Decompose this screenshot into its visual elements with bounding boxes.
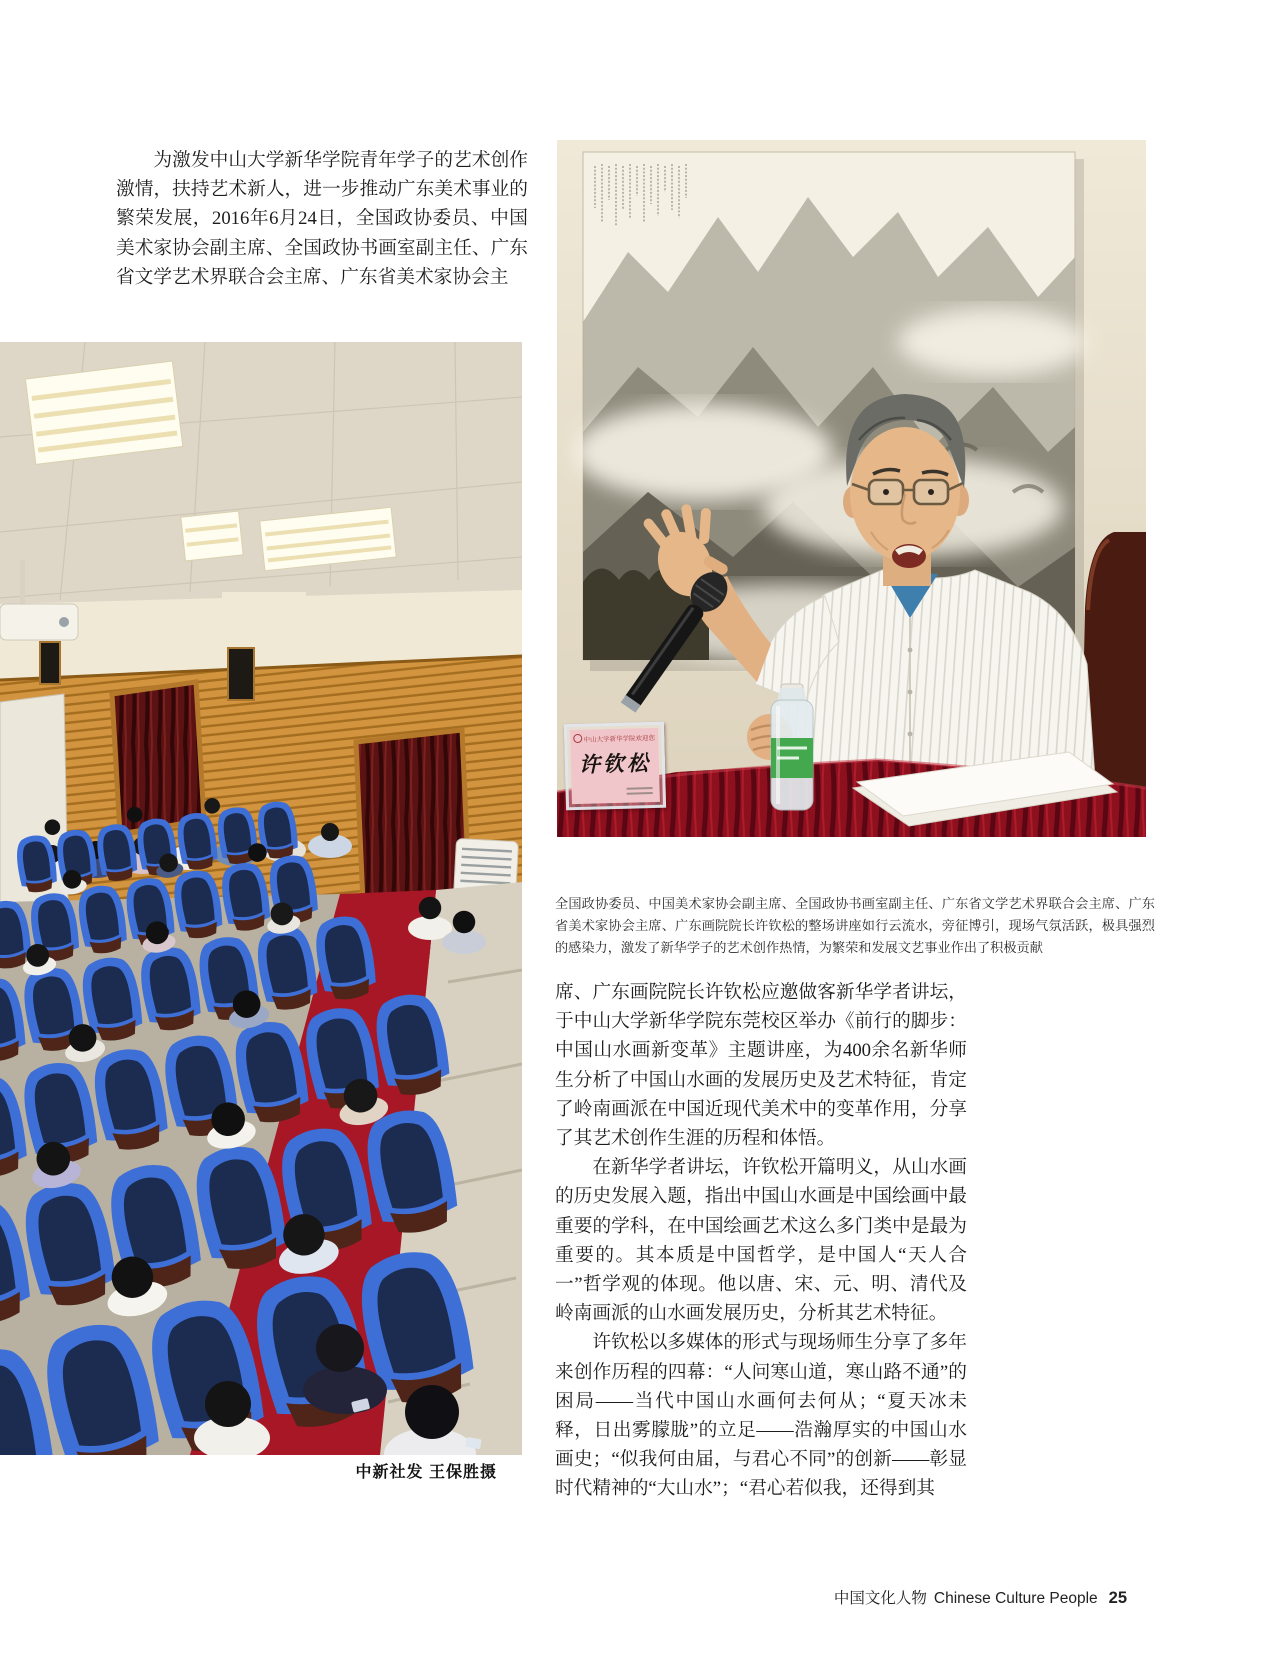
footer-brand-zh: 中国文化人物 xyxy=(833,1590,927,1607)
article-paragraph: 在新华学者讲坛，许钦松开篇明义，从山水画的历史发展入题，指出中国山水画是中国绘画中最重要的学科，在中国绘画艺术这么多门类中是最为重要的。其本质是中国哲学，是中国人“天人合一”哲学观的体现。他以唐、宋、元、明、清代及岭南画派的山水画发展历史，分析其艺术特征。 xyxy=(555,1157,967,1325)
wall-speaker-left xyxy=(40,642,60,684)
intro-block xyxy=(116,146,528,292)
curtain-left xyxy=(112,682,204,834)
auditorium-scene xyxy=(0,342,522,1455)
name-plate-name: 许钦松 xyxy=(578,750,652,777)
left-photo-credit: 中新社发 王保胜摄 xyxy=(355,1464,497,1481)
university-emblem-icon xyxy=(573,734,582,743)
intro-paragraph: 为激发中山大学新华学院青年学子的艺术创作激情，扶持艺术新人，进一步推动广东美术事业的繁荣发展，2016年6月24日，全国政协委员、中国美术家协会副主席、全国政协书画室副主任、广东省文学艺术界联合会主席、广东省美术家协会主 xyxy=(116,150,528,288)
wall-speaker-right xyxy=(228,648,254,700)
footer-brand-en: Chinese Culture People xyxy=(933,1590,1098,1607)
name-plate xyxy=(564,722,666,811)
auditorium-photo xyxy=(0,342,522,1455)
page-number: 25 xyxy=(1108,1589,1127,1607)
article-paragraph: 席、广东画院院长许钦松应邀做客新华学者讲坛，于中山大学新华学院东莞校区举办《前行的脚步：中国山水画新变革》主题讲座，为400余名新华师生分析了中国山水画的发展历史及艺术特征，肯定了岭南画派在中国近现代美术中的变革作用，分享了其艺术创作生涯的历程和体悟。 xyxy=(555,982,967,1150)
page-footer xyxy=(834,1586,1127,1608)
article-body xyxy=(555,978,967,1504)
name-plate-header: 中山大学新华学院欢迎您 xyxy=(570,732,658,744)
name-plate-card xyxy=(570,728,660,804)
article-paragraph: 许钦松以多媒体的形式与现场师生分享了多年来创作历程的四幕：“人问寒山道，寒山路不通”的困局——当代中国山水画何去何从；“夏天冰未释，日出雾朦胧”的立足——浩瀚厚实的中国山水画史；“似我何由届，与君心不同”的创新——彰显时代精神的“大山水”；“君心若似我，还得到其 xyxy=(555,1332,967,1500)
right-photo-caption: 全国政协委员、中国美术家协会副主席、全国政协书画室副主任、广东省文学艺术界联合会主席、广东省美术家协会主席、广东画院院长许钦松的整场讲座如行云流水，旁征博引，现场气氛活跃，极具强烈的感染力，激发了新华学子的艺术创作热情，为繁荣和发展文艺事业作出了积极贡献 xyxy=(555,896,1155,955)
water-bottle xyxy=(771,684,813,810)
name-plate-signature-lines xyxy=(626,784,652,795)
